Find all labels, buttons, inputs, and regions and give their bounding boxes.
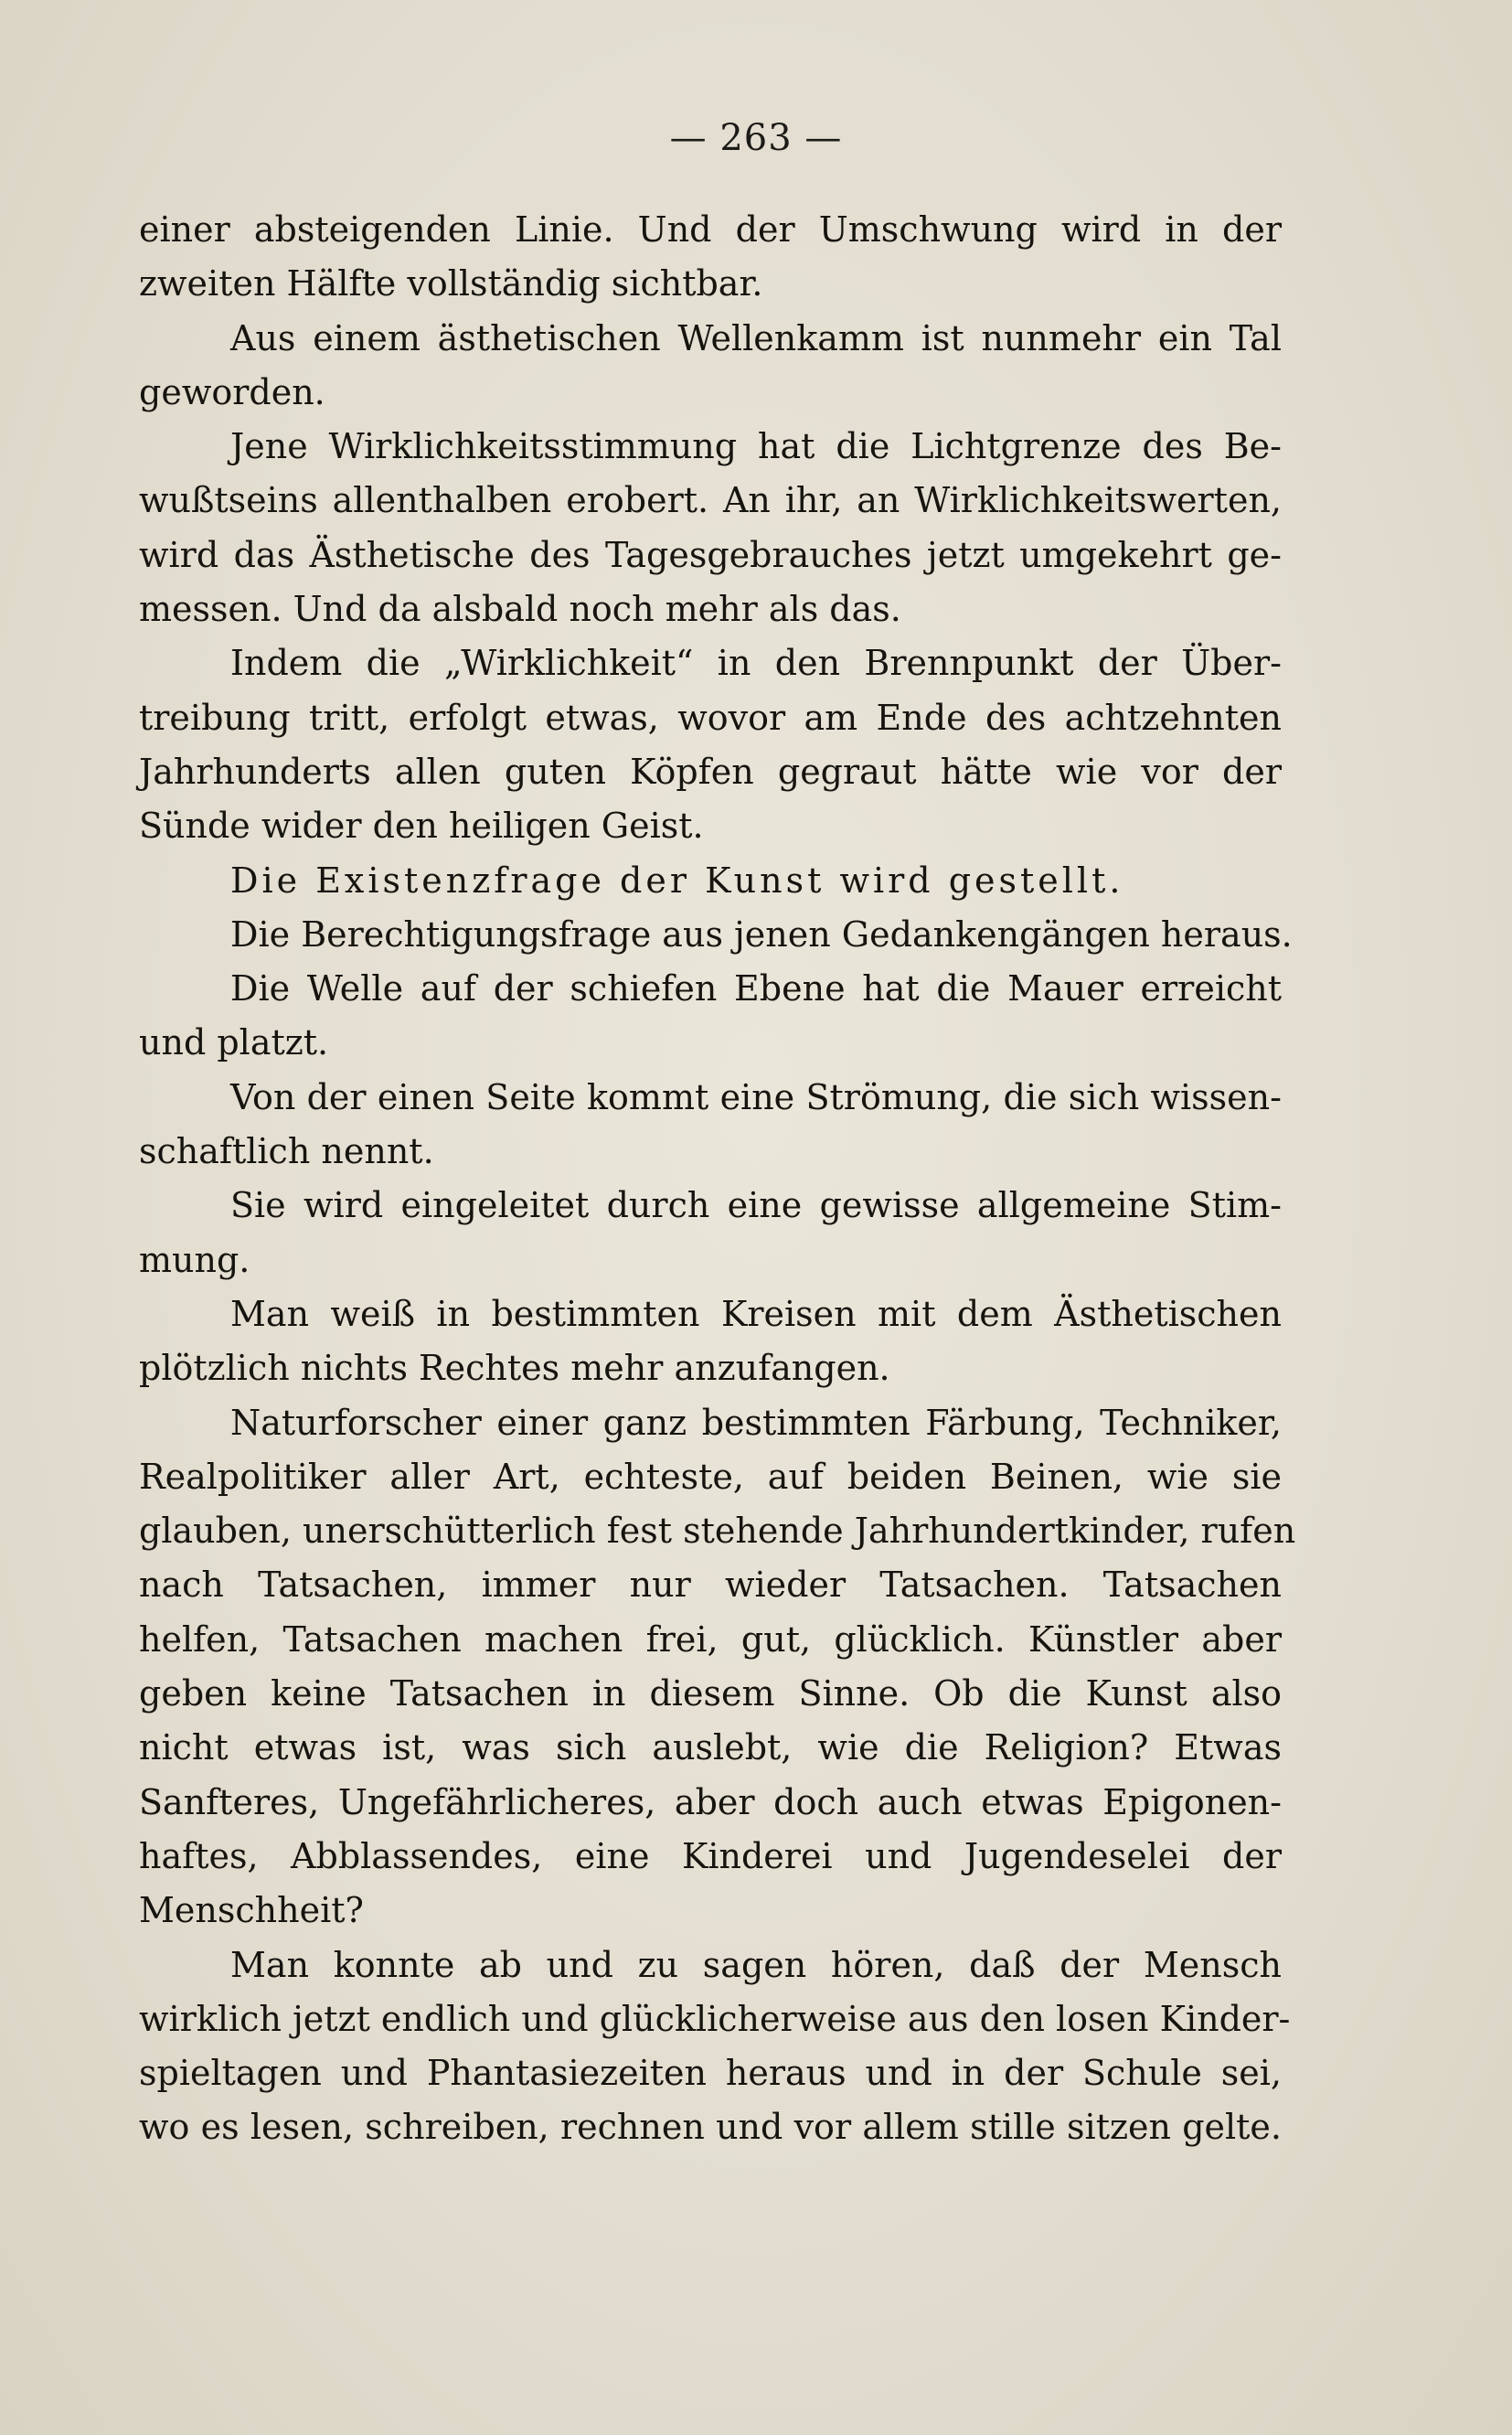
text-line: nicht etwas ist, was sich auslebt, wie die Religion? Etwas bbox=[139, 1727, 1282, 1768]
text-line: Man weiß in bestimmten Kreisen mit dem Ästhetischen bbox=[230, 1293, 1282, 1334]
text-line: messen. Und da alsbald noch mehr als das. bbox=[139, 589, 901, 630]
text-line: einer absteigenden Linie. Und der Umschwung wird in der bbox=[139, 209, 1282, 250]
text-line: Naturforscher einer ganz bestimmten Färbung, Techniker, bbox=[230, 1402, 1282, 1443]
text-line: Von der einen Seite kommt eine Strömung, die sich wissen- bbox=[230, 1076, 1282, 1117]
text-line: wirklich jetzt endlich und glücklicherweise aus den losen Kinder- bbox=[139, 1998, 1291, 2039]
text-line: zweiten Hälfte vollständig sichtbar. bbox=[139, 263, 763, 304]
text-line: spieltagen und Phantasiezeiten heraus und in der Schule sei, bbox=[139, 2053, 1282, 2094]
text-line: wird das Ästhetische des Tagesgebrauches jetzt umgekehrt ge- bbox=[139, 534, 1282, 575]
text-line: geworden. bbox=[139, 371, 325, 412]
text-line: geben keine Tatsachen in diesem Sinne. Ob die Kunst also bbox=[139, 1673, 1282, 1714]
text-line: Menschheit? bbox=[139, 1890, 364, 1931]
page-number: — 263 — bbox=[669, 117, 843, 159]
text-line: Die Welle auf der schiefen Ebene hat die Mauer erreicht bbox=[230, 968, 1282, 1009]
text-line: Die Berechtigungsfrage aus jenen Gedankengängen heraus. bbox=[230, 913, 1293, 955]
text-line: Jene Wirklichkeitsstimmung hat die Lichtgrenze des Be- bbox=[230, 426, 1282, 467]
text-line: plötzlich nichts Rechtes mehr anzufangen. bbox=[139, 1348, 890, 1389]
text-line: Aus einem ästhetischen Wellenkamm ist nunmehr ein Tal bbox=[230, 317, 1282, 358]
text-line: wußtseins allenthalben erobert. An ihr, an Wirklichkeitswerten, bbox=[139, 480, 1282, 521]
text-line: mung. bbox=[139, 1239, 250, 1280]
text-line: nach Tatsachen, immer nur wieder Tatsachen. Tatsachen bbox=[139, 1565, 1282, 1606]
text-line: Sünde wider den heiligen Geist. bbox=[139, 806, 704, 847]
text-line: haftes, Abblassendes, eine Kinderei und Jugendeselei der bbox=[139, 1835, 1282, 1876]
text-line: glauben, unerschütterlich fest stehende Jahrhundertkinder, rufen bbox=[139, 1511, 1296, 1552]
text-line: Jahrhunderts allen guten Köpfen gegraut hätte wie vor der bbox=[139, 751, 1282, 792]
text-line: Indem die „Wirklichkeit“ in den Brennpunkt der Über- bbox=[230, 643, 1282, 684]
text-line: Realpolitiker aller Art, echteste, auf beiden Beinen, wie sie bbox=[139, 1456, 1282, 1497]
text-line: und platzt. bbox=[139, 1022, 329, 1063]
text-line: schaftlich nennt. bbox=[139, 1131, 434, 1172]
text-line: Die Existenzfrage der Kunst wird gestellt. bbox=[230, 860, 1124, 901]
text-line: Sanfteres, Ungefährlicheres, aber doch auch etwas Epigonen- bbox=[139, 1781, 1282, 1822]
text-line: wo es lesen, schreiben, rechnen und vor allem stille sitzen gelte. bbox=[139, 2107, 1282, 2148]
text-line: treibung tritt, erfolgt etwas, wovor am Ende des achtzehnten bbox=[139, 697, 1282, 738]
text-line: Sie wird eingeleitet durch eine gewisse allgemeine Stim- bbox=[230, 1185, 1282, 1226]
text-line: helfen, Tatsachen machen frei, gut, glücklich. Künstler aber bbox=[139, 1618, 1282, 1660]
body-text bbox=[139, 203, 1296, 2155]
text-line: Man konnte ab und zu sagen hören, daß der Mensch bbox=[230, 1944, 1282, 1985]
